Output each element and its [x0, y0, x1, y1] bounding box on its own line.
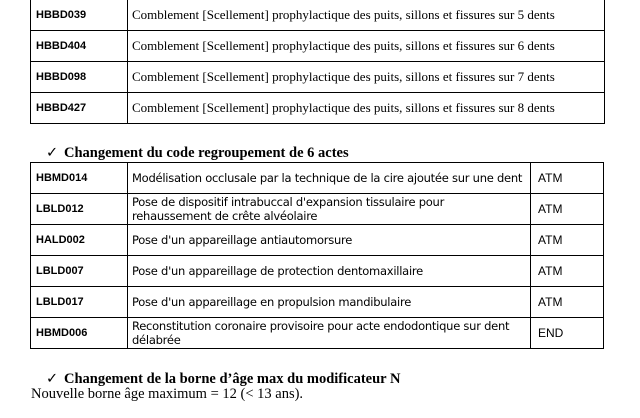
age-limit-note: Nouvelle borne âge maximum = 12 (< 13 ans).: [31, 386, 304, 402]
regroupement-acts-table: [30, 162, 604, 349]
act-description: Pose de dispositif intrabuccal d'expansion tissulaire pour rehaussement de crête alvéolaire: [128, 194, 531, 225]
checkmark-icon: ✓: [46, 371, 59, 387]
table-row: [31, 194, 604, 225]
act-description: Pose d'un appareillage de protection dentomaxillaire: [128, 256, 531, 287]
act-description: Comblement [Scellement] prophylactique des puits, sillons et fissures sur 7 dents: [128, 62, 605, 93]
act-code: HBBD427: [31, 93, 128, 124]
regroupement-code: END: [531, 318, 604, 349]
act-code: HBBD404: [31, 31, 128, 62]
checkmark-icon: ✓: [46, 145, 59, 161]
act-description: Comblement [Scellement] prophylactique des puits, sillons et fissures sur 5 dents: [128, 0, 605, 31]
scellement-acts-table: [30, 0, 605, 124]
regroupement-code: ATM: [531, 163, 604, 194]
section-title: Changement du code regroupement de 6 actes: [64, 145, 349, 161]
act-code: HALD002: [31, 225, 128, 256]
regroupement-code: ATM: [531, 225, 604, 256]
table-row: [31, 163, 604, 194]
table-row: [31, 0, 605, 31]
table-row: [31, 256, 604, 287]
regroupement-code: ATM: [531, 256, 604, 287]
act-code: HBMD006: [31, 318, 128, 349]
act-description: Modélisation occlusale par la technique de la cire ajoutée sur une dent: [128, 163, 531, 194]
act-description: Pose d'un appareillage antiautomorsure: [128, 225, 531, 256]
act-code: LBLD007: [31, 256, 128, 287]
act-code: HBMD014: [31, 163, 128, 194]
act-description: Pose d'un appareillage en propulsion mandibulaire: [128, 287, 531, 318]
act-code: LBLD017: [31, 287, 128, 318]
table-row: [31, 225, 604, 256]
act-code: HBBD098: [31, 62, 128, 93]
act-description: Reconstitution coronaire provisoire pour acte endodontique sur dent délabrée: [128, 318, 531, 349]
regroupement-code: ATM: [531, 287, 604, 318]
section-heading-regroupement: [46, 145, 349, 162]
table-row: [31, 318, 604, 349]
table-row: [31, 93, 605, 124]
table-row: [31, 62, 605, 93]
table-row: [31, 31, 605, 62]
act-code: HBBD039: [31, 0, 128, 31]
act-description: Comblement [Scellement] prophylactique des puits, sillons et fissures sur 6 dents: [128, 31, 605, 62]
table-row: [31, 287, 604, 318]
act-description: Comblement [Scellement] prophylactique des puits, sillons et fissures sur 8 dents: [128, 93, 605, 124]
act-code: LBLD012: [31, 194, 128, 225]
regroupement-code: ATM: [531, 194, 604, 225]
section-title: Changement de la borne d’âge max du modificateur N: [64, 371, 401, 387]
